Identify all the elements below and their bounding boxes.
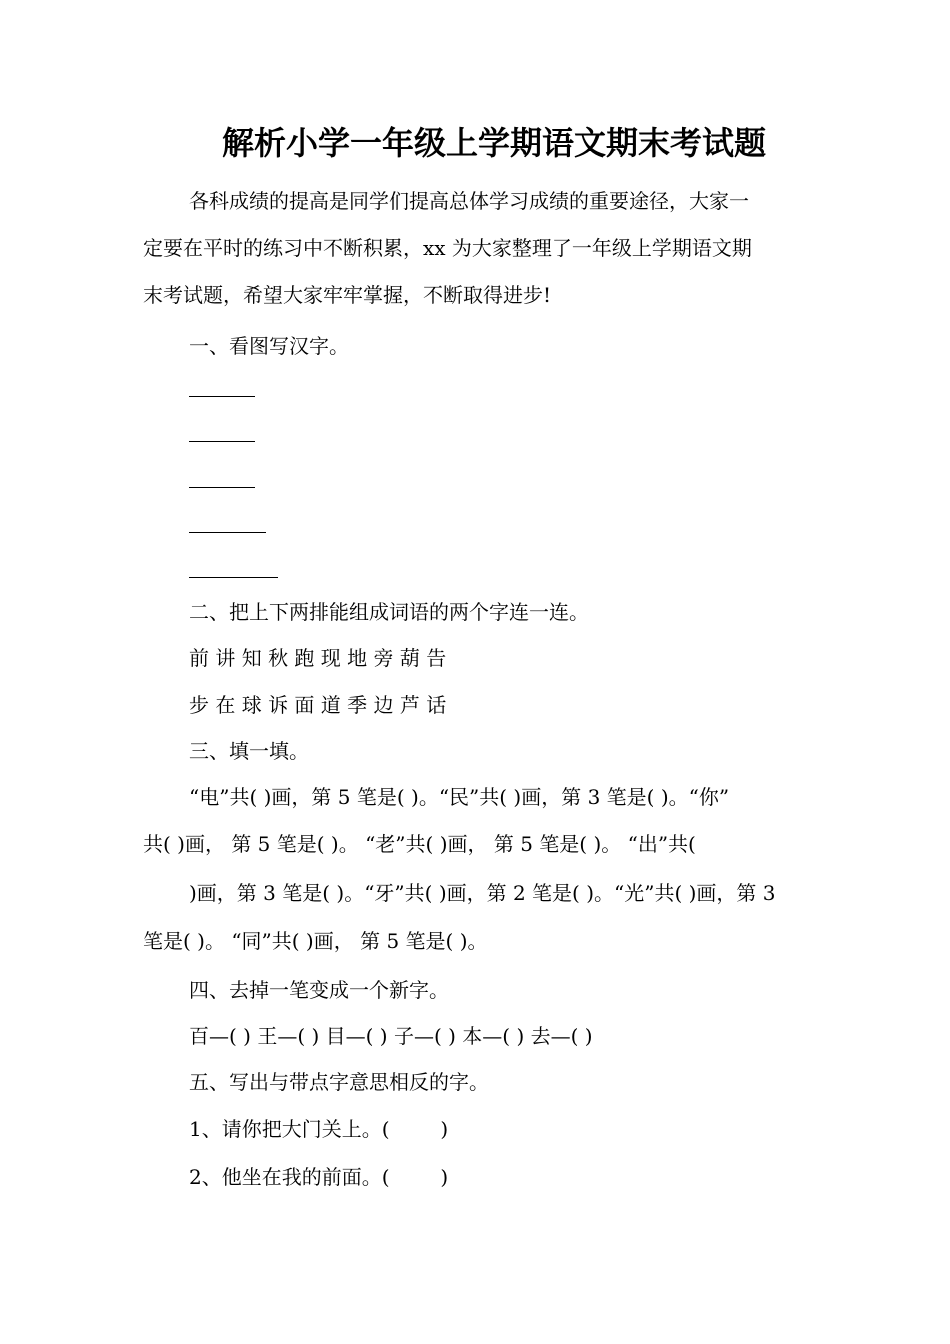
section3-line-4: 笔是( )。 “同”共( )画， 第 5 笔是( )。	[143, 929, 488, 953]
intro-line-2: 定要在平时的练习中不断积累，xx 为大家整理了一年级上学期语文期	[143, 236, 752, 260]
section5-item-2: 2、他坐在我的前面。( )	[189, 1165, 449, 1189]
section5-item-1: 1、请你把大门关上。( )	[189, 1117, 449, 1141]
section3-line-1: “电”共( )画，第 5 笔是( )。“民”共( )画，第 3 笔是( )。“你”	[189, 785, 730, 809]
answer-blank-4	[189, 532, 266, 533]
document-title: 解析小学一年级上学期语文期末考试题	[222, 124, 767, 162]
answer-blank-2	[189, 441, 255, 442]
section3-line-3: )画，第 3 笔是( )。“牙”共( )画，第 2 笔是( )。“光”共( )画，第 3	[189, 881, 776, 905]
section4-heading: 四、去掉一笔变成一个新字。	[189, 978, 449, 1002]
section3-line-2: 共( )画， 第 5 笔是( )。 “老”共( )画， 第 5 笔是( )。 “出”共(	[143, 832, 696, 856]
word-row-top: 前 讲 知 秋 跑 现 地 旁 葫 告	[189, 646, 447, 670]
answer-blank-5	[189, 577, 278, 578]
intro-line-3: 末考试题，希望大家牢牢掌握，不断取得进步!	[143, 283, 552, 307]
answer-blank-1	[189, 396, 255, 397]
section2-heading: 二、把上下两排能组成词语的两个字连一连。	[189, 600, 589, 624]
section3-heading: 三、填一填。	[189, 739, 309, 763]
word-row-bottom: 步 在 球 诉 面 道 季 边 芦 话	[189, 693, 447, 717]
section1-heading: 一、看图写汉字。	[189, 334, 349, 358]
intro-line-1: 各科成绩的提高是同学们提高总体学习成绩的重要途径，大家一	[189, 189, 749, 213]
section4-line: 百—( ) 王—( ) 目—( ) 子—( ) 本—( ) 去—( )	[189, 1024, 593, 1048]
section5-heading: 五、写出与带点字意思相反的字。	[189, 1070, 489, 1094]
answer-blank-3	[189, 487, 255, 488]
